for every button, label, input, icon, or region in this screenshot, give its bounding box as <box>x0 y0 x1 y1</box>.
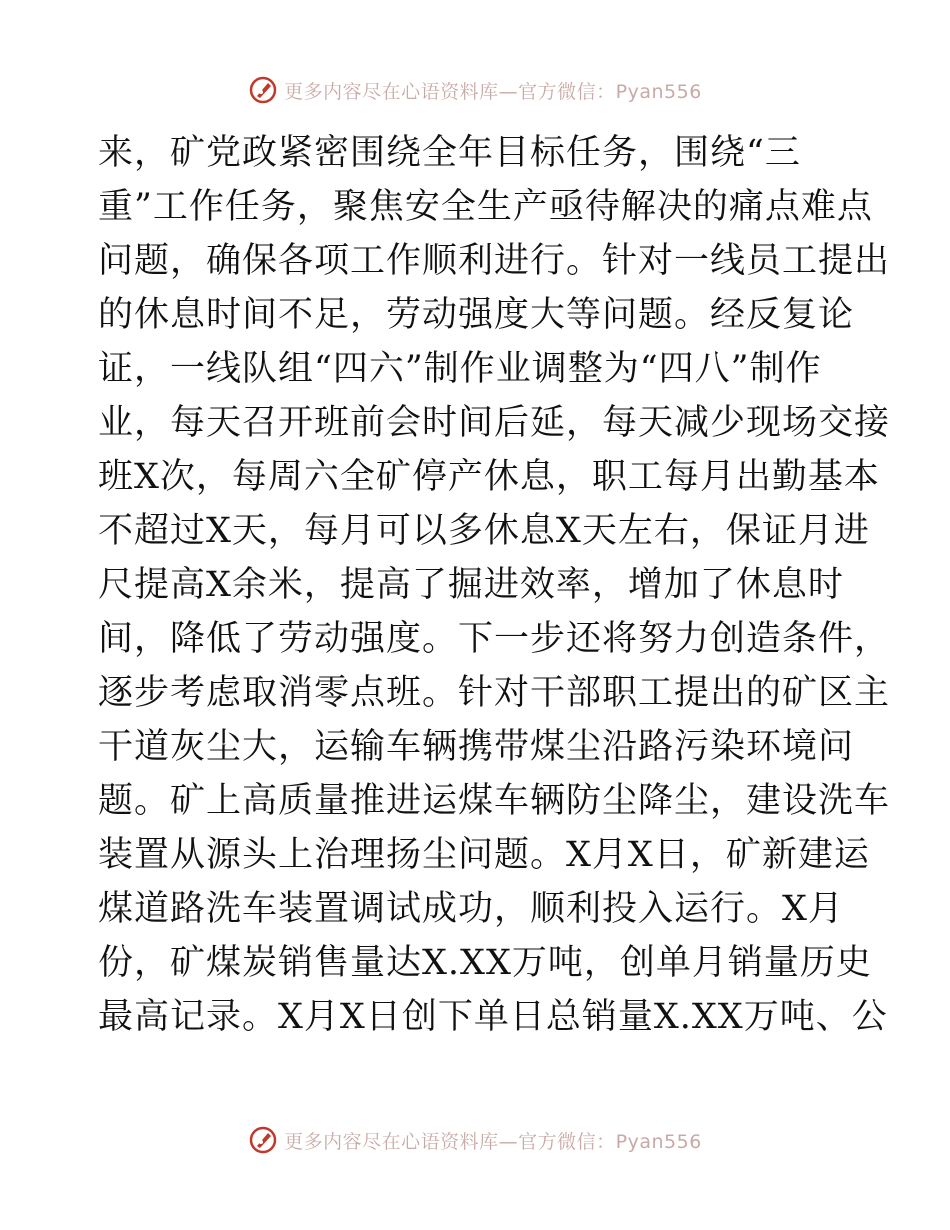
pen-logo-icon <box>248 75 278 105</box>
body-line: 来，矿党政紧密围绕全年目标任务，围绕“三 <box>98 133 801 173</box>
body-line: 间，降低了劳动强度。下一步还将努力创造条件， <box>98 619 891 659</box>
body-line: 的休息时间不足，劳动强度大等问题。经反复论 <box>98 295 855 335</box>
body-line: 重”工作任务，聚焦安全生产亟待解决的痛点难点 <box>98 187 873 227</box>
body-line: 逐步考虑取消零点班。针对干部职工提出的矿区主 <box>98 673 891 713</box>
body-line: 尺提高X余米，提高了掘进效率，增加了休息时 <box>98 565 844 605</box>
body-line: 不超过X天，每月可以多休息X天左右，保证月进 <box>98 511 870 551</box>
body-line: 最高记录。X月X日创下单日总销量X.XX万吨、公 <box>98 997 888 1037</box>
body-line: 装置从源头上治理扬尘问题。X月X日，矿新建运 <box>98 835 870 875</box>
body-line: 业，每天召开班前会时间后延，每天减少现场交接 <box>98 403 891 443</box>
pen-logo-icon <box>248 1125 278 1155</box>
body-line: 问题，确保各项工作顺利进行。针对一线员工提出 <box>98 241 891 281</box>
header-banner-text: 更多内容尽在心语资料库—官方微信：Pyan556 <box>284 80 702 103</box>
document-body <box>98 126 891 1044</box>
body-line: 煤道路洗车装置调试成功，顺利投入运行。X月 <box>98 889 844 929</box>
body-line: 题。矿上高质量推进运煤车辆防尘降尘，建设洗车 <box>98 781 891 821</box>
body-line: 份，矿煤炭销售量达X.XX万吨，创单月销量历史 <box>98 943 872 983</box>
footer-banner <box>0 1120 950 1160</box>
header-banner <box>0 70 950 110</box>
footer-banner-text: 更多内容尽在心语资料库—官方微信：Pyan556 <box>284 1130 702 1153</box>
body-line: 干道灰尘大，运输车辆携带煤尘沿路污染环境问 <box>98 727 855 767</box>
body-line: 班X次，每周六全矿停产休息，职工每月出勤基本 <box>98 457 880 497</box>
body-line: 证，一线队组“四六”制作业调整为“四八”制作 <box>98 349 822 389</box>
